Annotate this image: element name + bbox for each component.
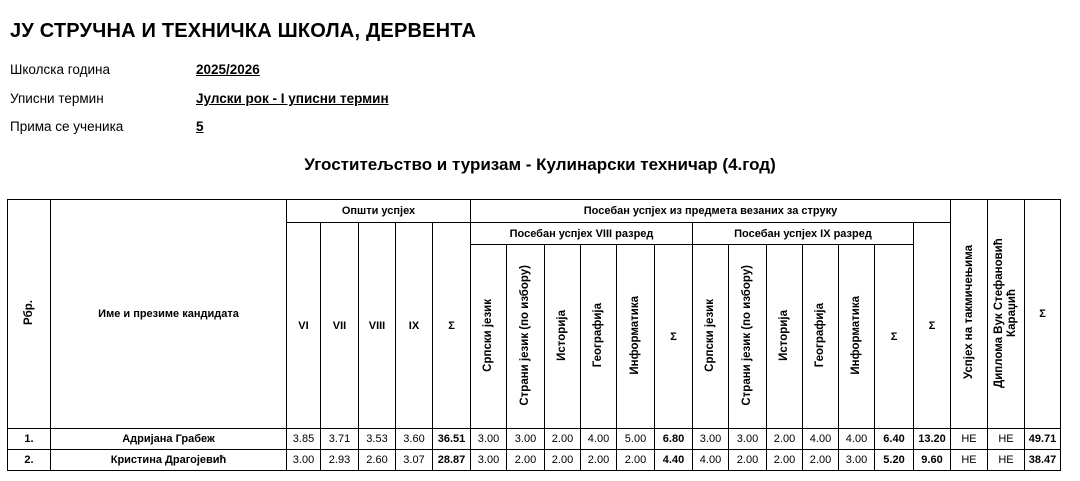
cell-s8: 3.00 (471, 450, 507, 471)
s8-sigma-header: Σ (655, 245, 693, 429)
s8-subject-geography: Географија (581, 245, 617, 429)
cell-s8: 3.00 (471, 429, 507, 450)
s9-subject-serbian: Српски језик (693, 245, 729, 429)
s8-subject-informatics: Информатика (617, 245, 655, 429)
cell-general: 3.53 (359, 429, 396, 450)
s9-sigma-header: Σ (875, 245, 914, 429)
special-8-header: Посебан успјех VIII разред (471, 223, 693, 245)
cell-general-sum: 36.51 (433, 429, 471, 450)
cell-diploma: НЕ (988, 450, 1025, 471)
s9-subject-history: Историја (767, 245, 803, 429)
header-row-1 (8, 200, 1061, 223)
cell-general: 3.85 (287, 429, 321, 450)
year-label: Школска година (10, 62, 110, 77)
rb-header: Рбр. (8, 200, 51, 429)
cell-general: 2.60 (359, 450, 396, 471)
accepted-label: Прима се ученика (10, 119, 124, 134)
cell-competition: НЕ (951, 450, 988, 471)
cell-s9-sum: 5.20 (875, 450, 914, 471)
table-row (8, 450, 1061, 471)
cell-s8: 2.00 (545, 450, 581, 471)
cell-general: 3.60 (396, 429, 433, 450)
accepted-value: 5 (196, 119, 204, 134)
cell-s9: 3.00 (693, 429, 729, 450)
cell-s9: 2.00 (803, 450, 839, 471)
name-header: Име и презиме кандидата (51, 200, 287, 429)
term-label: Уписни термин (10, 91, 104, 106)
diploma-header: Диплома Вук Стефановић Караџић (988, 200, 1025, 429)
cell-s8: 2.00 (617, 450, 655, 471)
cell-general-sum: 28.87 (433, 450, 471, 471)
cell-s9: 4.00 (839, 429, 875, 450)
row-name: Кристина Драгојевић (51, 450, 287, 471)
cell-s8: 3.00 (507, 429, 545, 450)
s9-subject-foreign: Страни језик (по избору) (729, 245, 767, 429)
cell-s9: 3.00 (729, 429, 767, 450)
general-header: Општи успјех (287, 200, 471, 223)
row-name: Адријана Грабеж (51, 429, 287, 450)
cell-s8: 2.00 (581, 450, 617, 471)
cell-s8: 2.00 (507, 450, 545, 471)
cell-general: 3.00 (287, 450, 321, 471)
row-rb: 1. (8, 429, 51, 450)
cell-s9: 4.00 (803, 429, 839, 450)
special-sigma-header: Σ (914, 223, 951, 429)
special-9-header: Посебан успјех IX разред (693, 223, 914, 245)
special-header: Посебан успјех из предмета везаних за струку (471, 200, 951, 223)
cell-general: 2.93 (321, 450, 359, 471)
table-row (8, 429, 1061, 450)
school-title: ЈУ СТРУЧНА И ТЕХНИЧКА ШКОЛА, ДЕРВЕНТА (10, 20, 477, 42)
cell-total: 49.71 (1025, 429, 1061, 450)
s8-subject-history: Историја (545, 245, 581, 429)
s9-subject-informatics: Информатика (839, 245, 875, 429)
grade-vi-header: VI (287, 223, 321, 429)
total-sigma-header: Σ (1025, 200, 1061, 429)
competition-header: Успјех на такмичењима (951, 200, 988, 429)
program-title: Угоститељство и туризам - Кулинарски техничар (4.год) (304, 155, 776, 174)
grade-viii-header: VIII (359, 223, 396, 429)
row-rb: 2. (8, 450, 51, 471)
cell-s8: 5.00 (617, 429, 655, 450)
cell-diploma: НЕ (988, 429, 1025, 450)
cell-s9: 2.00 (729, 450, 767, 471)
cell-s9: 2.00 (767, 450, 803, 471)
term-value: Јулски рок - I уписни термин (196, 91, 389, 106)
cell-s9-sum: 6.40 (875, 429, 914, 450)
s9-subject-geography: Географија (803, 245, 839, 429)
general-sigma-header: Σ (433, 223, 471, 429)
year-value: 2025/2026 (196, 62, 260, 77)
cell-total: 38.47 (1025, 450, 1061, 471)
grade-vii-header: VII (321, 223, 359, 429)
cell-special-sum: 13.20 (914, 429, 951, 450)
cell-s8-sum: 6.80 (655, 429, 693, 450)
s8-subject-foreign: Страни језик (по избору) (507, 245, 545, 429)
cell-s8: 4.00 (581, 429, 617, 450)
cell-s9: 3.00 (839, 450, 875, 471)
cell-special-sum: 9.60 (914, 450, 951, 471)
grade-ix-header: IX (396, 223, 433, 429)
ranking-table (7, 199, 1061, 471)
s8-subject-serbian: Српски језик (471, 245, 507, 429)
cell-general: 3.07 (396, 450, 433, 471)
cell-s8: 2.00 (545, 429, 581, 450)
cell-s9: 4.00 (693, 450, 729, 471)
cell-s8-sum: 4.40 (655, 450, 693, 471)
cell-competition: НЕ (951, 429, 988, 450)
cell-general: 3.71 (321, 429, 359, 450)
cell-s9: 2.00 (767, 429, 803, 450)
